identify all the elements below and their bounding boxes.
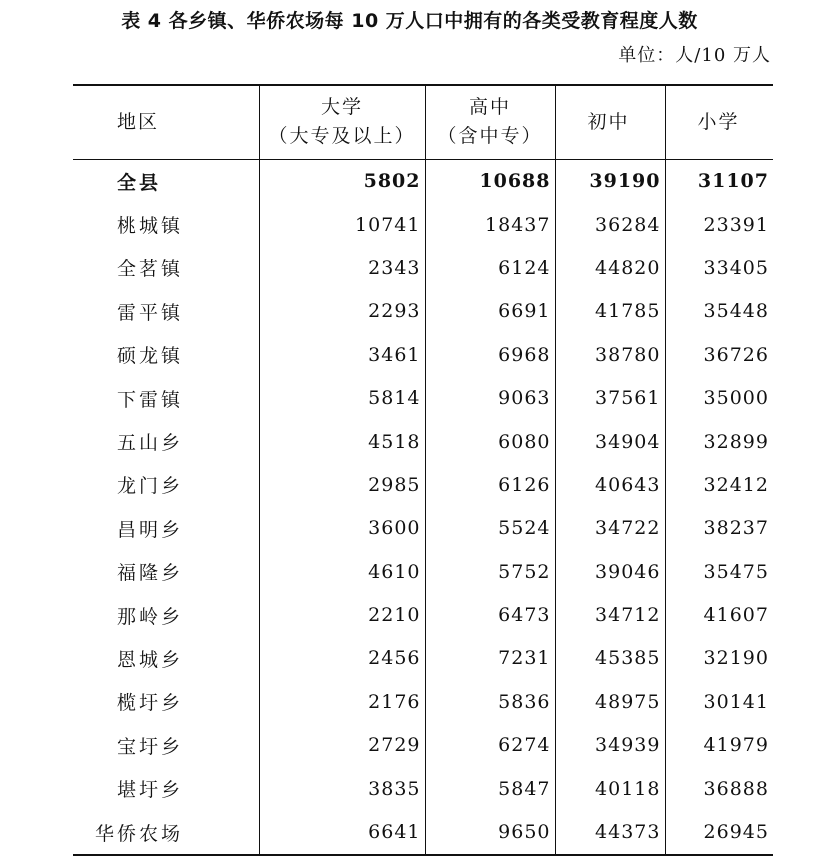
- high-school-cell: 5847: [425, 767, 555, 810]
- middle-school-cell: 34722: [555, 507, 665, 550]
- table-row: [73, 290, 773, 333]
- high-school-cell: 5524: [425, 507, 555, 550]
- header-university-sub: （大专及以上）: [268, 125, 416, 148]
- education-table: [73, 84, 773, 856]
- header-university-label: 大学: [320, 96, 363, 119]
- header-middle-school: 初中: [555, 85, 665, 159]
- table-row: [73, 420, 773, 463]
- primary-school-cell: 38237: [665, 507, 773, 550]
- region-cell: 硕龙镇: [117, 345, 184, 368]
- table-row-total: [73, 159, 773, 203]
- middle-school-cell: 34939: [555, 724, 665, 767]
- table-row: [73, 680, 773, 723]
- table-row: [73, 463, 773, 506]
- university-cell: 3461: [259, 333, 425, 376]
- university-cell: 3835: [259, 767, 425, 810]
- table-body: [73, 159, 773, 855]
- middle-school-cell: 40118: [555, 767, 665, 810]
- region-cell: 下雷镇: [117, 388, 184, 411]
- middle-school-cell: 45385: [555, 637, 665, 680]
- primary-school-cell: 35448: [665, 290, 773, 333]
- table-row: [73, 724, 773, 767]
- middle-school-cell: 39190: [555, 159, 665, 203]
- primary-school-cell: 41979: [665, 724, 773, 767]
- middle-school-cell: 44820: [555, 246, 665, 289]
- table-row: [73, 810, 773, 854]
- region-cell: 榄圩乡: [117, 692, 184, 715]
- table-row: [73, 203, 773, 246]
- region-cell: 全茗镇: [117, 258, 184, 281]
- header-high-school-label: 高中: [468, 96, 511, 119]
- middle-school-cell: 41785: [555, 290, 665, 333]
- high-school-cell: 6124: [425, 246, 555, 289]
- header-high-school-sub: （含中专）: [437, 125, 543, 148]
- region-cell: 昌明乡: [117, 518, 184, 541]
- middle-school-cell: 40643: [555, 463, 665, 506]
- middle-school-cell: 34712: [555, 593, 665, 636]
- primary-school-cell: 32899: [665, 420, 773, 463]
- high-school-cell: 7231: [425, 637, 555, 680]
- high-school-cell: 5836: [425, 680, 555, 723]
- high-school-cell: 5752: [425, 550, 555, 593]
- university-cell: 2343: [259, 246, 425, 289]
- table-row: [73, 593, 773, 636]
- high-school-cell: 6126: [425, 463, 555, 506]
- header-region: 地区: [117, 110, 160, 133]
- region-cell: 龙门乡: [117, 475, 184, 498]
- primary-school-cell: 23391: [665, 203, 773, 246]
- middle-school-cell: 38780: [555, 333, 665, 376]
- region-cell: 雷平镇: [117, 301, 184, 324]
- middle-school-cell: 36284: [555, 203, 665, 246]
- primary-school-cell: 35475: [665, 550, 773, 593]
- high-school-cell: 6968: [425, 333, 555, 376]
- university-cell: 4518: [259, 420, 425, 463]
- high-school-cell: 9063: [425, 376, 555, 419]
- table-title: 表 4 各乡镇、华侨农场每 10 万人口中拥有的各类受教育程度人数: [121, 10, 698, 32]
- primary-school-cell: 36888: [665, 767, 773, 810]
- university-cell: 2293: [259, 290, 425, 333]
- university-cell: 4610: [259, 550, 425, 593]
- header-primary-school: 小学: [665, 85, 773, 159]
- table-header: [73, 85, 773, 159]
- high-school-cell: 6274: [425, 724, 555, 767]
- header-university: [259, 85, 425, 159]
- middle-school-cell: 48975: [555, 680, 665, 723]
- table-row: [73, 507, 773, 550]
- middle-school-cell: 39046: [555, 550, 665, 593]
- university-cell: 2456: [259, 637, 425, 680]
- university-cell: 2210: [259, 593, 425, 636]
- university-cell: 3600: [259, 507, 425, 550]
- university-cell: 10741: [259, 203, 425, 246]
- primary-school-cell: 33405: [665, 246, 773, 289]
- table-row: [73, 637, 773, 680]
- university-cell: 2176: [259, 680, 425, 723]
- university-cell: 5802: [259, 159, 425, 203]
- high-school-cell: 18437: [425, 203, 555, 246]
- primary-school-cell: 30141: [665, 680, 773, 723]
- primary-school-cell: 41607: [665, 593, 773, 636]
- region-cell: 堪圩乡: [117, 779, 184, 802]
- high-school-cell: 10688: [425, 159, 555, 203]
- primary-school-cell: 32190: [665, 637, 773, 680]
- table-row: [73, 376, 773, 419]
- middle-school-cell: 34904: [555, 420, 665, 463]
- region-cell: 恩城乡: [117, 648, 184, 671]
- unit-label: 单位：人/10 万人: [618, 45, 771, 66]
- table-row: [73, 550, 773, 593]
- region-cell: 宝圩乡: [117, 735, 184, 758]
- region-cell: 桃城镇: [117, 215, 184, 238]
- primary-school-cell: 36726: [665, 333, 773, 376]
- region-cell: 全县: [117, 171, 162, 194]
- primary-school-cell: 32412: [665, 463, 773, 506]
- table-row: [73, 767, 773, 810]
- high-school-cell: 9650: [425, 810, 555, 854]
- primary-school-cell: 35000: [665, 376, 773, 419]
- middle-school-cell: 37561: [555, 376, 665, 419]
- region-cell: 五山乡: [117, 432, 184, 455]
- university-cell: 2985: [259, 463, 425, 506]
- region-cell: 福隆乡: [117, 562, 184, 585]
- header-high-school: [425, 85, 555, 159]
- region-cell: 那岭乡: [117, 605, 184, 628]
- region-cell: 华侨农场: [95, 822, 184, 845]
- university-cell: 2729: [259, 724, 425, 767]
- table-row: [73, 246, 773, 289]
- university-cell: 6641: [259, 810, 425, 854]
- high-school-cell: 6691: [425, 290, 555, 333]
- primary-school-cell: 26945: [665, 810, 773, 854]
- primary-school-cell: 31107: [665, 159, 773, 203]
- table-row: [73, 333, 773, 376]
- high-school-cell: 6080: [425, 420, 555, 463]
- university-cell: 5814: [259, 376, 425, 419]
- middle-school-cell: 44373: [555, 810, 665, 854]
- header-row: [73, 85, 773, 159]
- high-school-cell: 6473: [425, 593, 555, 636]
